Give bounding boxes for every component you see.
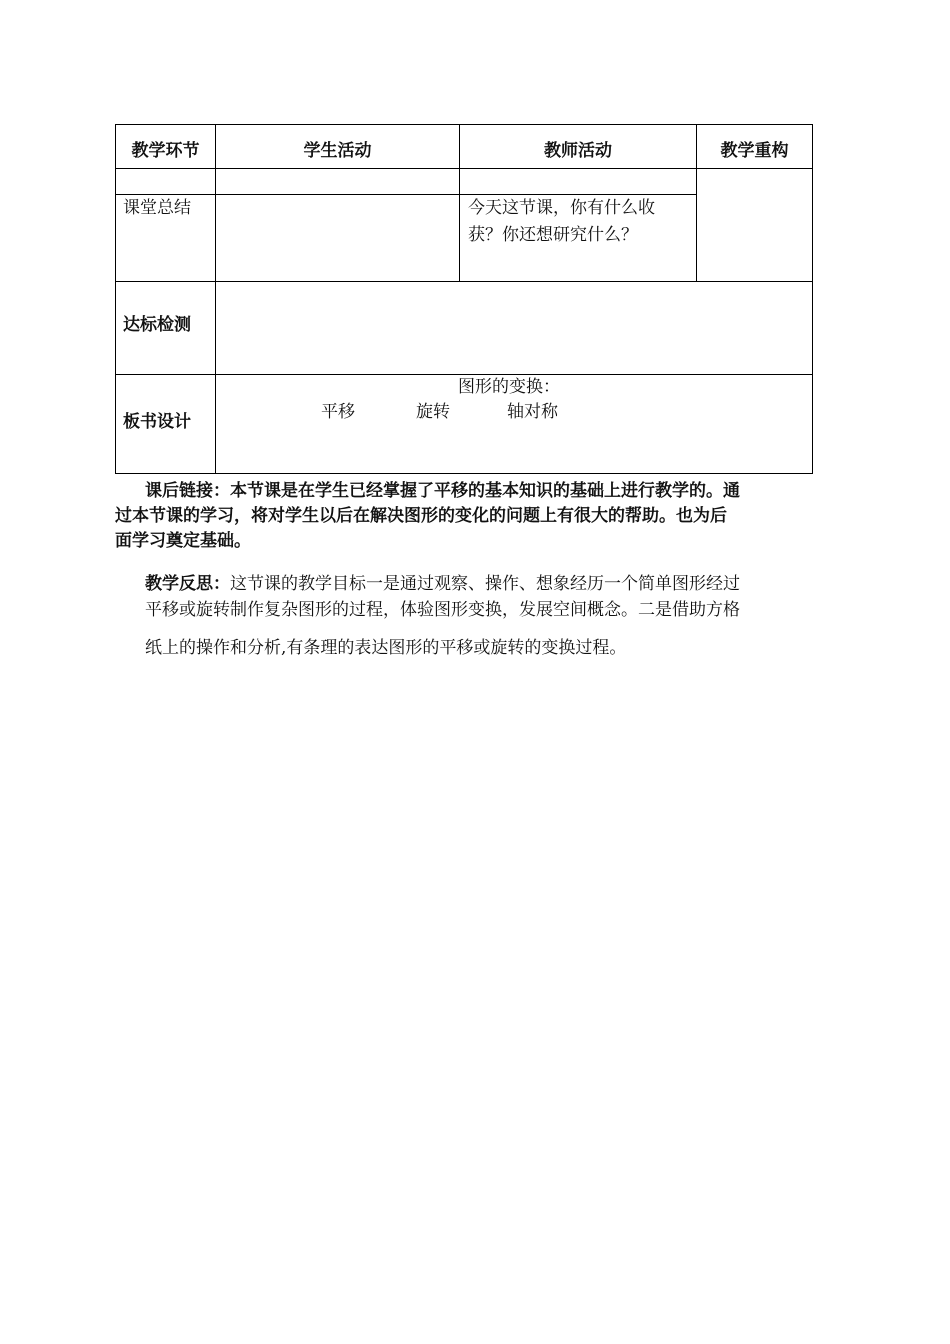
reflection-line1: [145, 571, 740, 597]
reflection-line3: 纸上的操作和分析,有条理的表达图形的平移或旋转的变换过程。: [145, 638, 627, 658]
board-item-rotation: 旋转: [416, 402, 450, 422]
reflection-text: 这节课的教学目标一是通过观察、操作、想象经历一个简单图形经过: [230, 574, 740, 594]
header-teaching-stage: 教学环节: [131, 141, 200, 161]
after-class-line2: 过本节课的学习，将对学生以后在解决图形的变化的问题上有很大的帮助。也为后: [115, 506, 727, 526]
summary-label: 课堂总结: [123, 198, 191, 218]
reflection-line2: 平移或旋转制作复杂图形的过程，体验图形变换，发展空间概念。二是借助方格: [145, 600, 740, 620]
header-teacher-activity: 教师活动: [544, 141, 612, 161]
check-label: 达标检测: [123, 315, 191, 335]
summary-teacher-text-line1: 今天这节课，你有什么收: [468, 198, 655, 218]
board-item-translation: 平移: [321, 402, 355, 422]
table-border-left: [115, 124, 116, 474]
table-col-divider: [215, 124, 216, 474]
after-class-line1: [145, 478, 740, 504]
after-class-label: 课后链接：: [145, 481, 230, 501]
table-border-right: [812, 124, 813, 474]
summary-teacher-text-line2: 获？你还想研究什么？: [468, 225, 638, 245]
table-row-divider: [115, 281, 813, 282]
after-class-line3: 面学习奠定基础。: [115, 531, 251, 551]
header-reconstruction: 教学重构: [720, 141, 789, 161]
table-border-bottom: [115, 473, 813, 474]
table-border-top: [115, 124, 813, 125]
table-header-divider: [115, 168, 813, 169]
board-item-symmetry: 轴对称: [507, 402, 558, 422]
board-design-label: 板书设计: [123, 412, 191, 432]
header-student-activity: 学生活动: [303, 141, 372, 161]
board-title: 图形的变换：: [458, 377, 560, 397]
reflection-label: 教学反思：: [145, 574, 230, 594]
after-class-text: 本节课是在学生已经掌握了平移的基本知识的基础上进行教学的。通: [230, 481, 740, 501]
